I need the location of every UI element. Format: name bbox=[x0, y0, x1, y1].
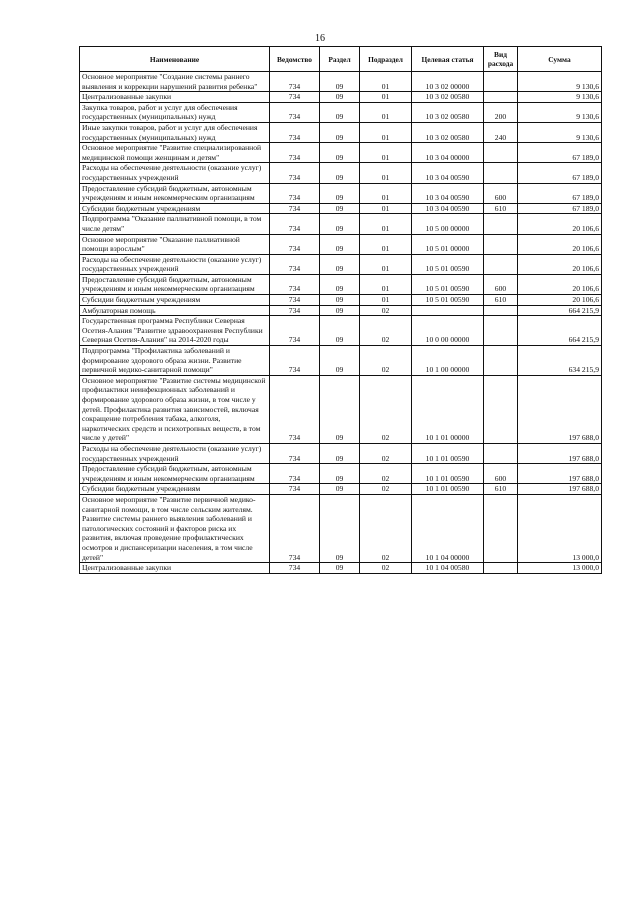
table-row bbox=[80, 305, 602, 316]
cell-razdel: 09 bbox=[320, 443, 360, 463]
table-row bbox=[80, 375, 602, 443]
cell-podrazdel: 02 bbox=[360, 494, 412, 562]
cell-podrazdel: 02 bbox=[360, 305, 412, 316]
cell-sum: 13 000,0 bbox=[518, 563, 602, 574]
cell-expense-type bbox=[484, 563, 518, 574]
cell-podrazdel: 01 bbox=[360, 163, 412, 183]
cell-target: 10 5 01 00590 bbox=[412, 254, 484, 274]
cell-target: 10 3 02 00000 bbox=[412, 72, 484, 92]
cell-sum: 13 000,0 bbox=[518, 494, 602, 562]
cell-podrazdel: 01 bbox=[360, 274, 412, 294]
table-row bbox=[80, 214, 602, 234]
header-expense-type: Вид расхода bbox=[484, 47, 518, 72]
table-row bbox=[80, 254, 602, 274]
cell-razdel: 09 bbox=[320, 214, 360, 234]
cell-podrazdel: 01 bbox=[360, 122, 412, 142]
cell-expense-type bbox=[484, 92, 518, 103]
header-vedomstvo: Ведомство bbox=[270, 47, 320, 72]
cell-razdel: 09 bbox=[320, 143, 360, 163]
cell-podrazdel: 01 bbox=[360, 72, 412, 92]
cell-vedomstvo: 734 bbox=[270, 316, 320, 346]
table-row bbox=[80, 203, 602, 214]
cell-razdel: 09 bbox=[320, 183, 360, 203]
cell-vedomstvo: 734 bbox=[270, 346, 320, 376]
cell-sum: 9 130,6 bbox=[518, 92, 602, 103]
cell-expense-type bbox=[484, 254, 518, 274]
cell-vedomstvo: 734 bbox=[270, 92, 320, 103]
cell-sum: 634 215,9 bbox=[518, 346, 602, 376]
cell-podrazdel: 02 bbox=[360, 375, 412, 443]
cell-vedomstvo: 734 bbox=[270, 234, 320, 254]
cell-name: Амбулаторная помощь bbox=[80, 305, 270, 316]
cell-podrazdel: 01 bbox=[360, 183, 412, 203]
table-header-row bbox=[80, 47, 602, 72]
cell-expense-type bbox=[484, 316, 518, 346]
cell-target: 10 3 04 00000 bbox=[412, 143, 484, 163]
cell-expense-type bbox=[484, 214, 518, 234]
cell-vedomstvo: 734 bbox=[270, 443, 320, 463]
cell-vedomstvo: 734 bbox=[270, 72, 320, 92]
header-sum: Сумма bbox=[518, 47, 602, 72]
cell-name: Подпрограмма "Оказание паллиативной помощи, в том числе детям" bbox=[80, 214, 270, 234]
cell-podrazdel: 02 bbox=[360, 464, 412, 484]
cell-target: 10 1 01 00590 bbox=[412, 443, 484, 463]
cell-expense-type: 610 bbox=[484, 295, 518, 306]
cell-razdel: 09 bbox=[320, 163, 360, 183]
cell-name: Основное мероприятие "Создание системы раннего выявления и коррекции нарушений развития ребенка" bbox=[80, 72, 270, 92]
table-row bbox=[80, 143, 602, 163]
cell-vedomstvo: 734 bbox=[270, 464, 320, 484]
cell-razdel: 09 bbox=[320, 203, 360, 214]
cell-podrazdel: 01 bbox=[360, 203, 412, 214]
cell-vedomstvo: 734 bbox=[270, 563, 320, 574]
cell-name: Предоставление субсидий бюджетным, автономным учреждениям и иным некоммерческим организациям bbox=[80, 183, 270, 203]
table-row bbox=[80, 443, 602, 463]
cell-target: 10 3 04 00590 bbox=[412, 183, 484, 203]
header-name: Наименование bbox=[80, 47, 270, 72]
cell-expense-type: 610 bbox=[484, 484, 518, 495]
cell-target: 10 1 04 00000 bbox=[412, 494, 484, 562]
cell-expense-type bbox=[484, 72, 518, 92]
header-podrazdel: Подраздел bbox=[360, 47, 412, 72]
cell-sum: 67 189,0 bbox=[518, 163, 602, 183]
cell-razdel: 09 bbox=[320, 92, 360, 103]
table-row bbox=[80, 122, 602, 142]
table-row bbox=[80, 274, 602, 294]
cell-podrazdel: 02 bbox=[360, 316, 412, 346]
cell-target: 10 1 01 00590 bbox=[412, 464, 484, 484]
cell-sum: 197 688,0 bbox=[518, 464, 602, 484]
table-row bbox=[80, 563, 602, 574]
cell-target: 10 1 01 00000 bbox=[412, 375, 484, 443]
cell-target: 10 3 02 00580 bbox=[412, 92, 484, 103]
cell-vedomstvo: 734 bbox=[270, 305, 320, 316]
cell-target: 10 0 00 00000 bbox=[412, 316, 484, 346]
cell-sum: 20 106,6 bbox=[518, 274, 602, 294]
cell-vedomstvo: 734 bbox=[270, 254, 320, 274]
cell-expense-type bbox=[484, 305, 518, 316]
cell-expense-type: 610 bbox=[484, 203, 518, 214]
cell-razdel: 09 bbox=[320, 234, 360, 254]
cell-name: Основное мероприятие "Развитие первичной медико-санитарной помощи, в том числе сельским жителям. Развитие системы раннего выявления заболеваний и патологических состояний и факторов риска их развития, включая проведение профилактических осмотров и диспансеризации населения, в том числе детей" bbox=[80, 494, 270, 562]
cell-vedomstvo: 734 bbox=[270, 122, 320, 142]
cell-target: 10 5 01 00000 bbox=[412, 234, 484, 254]
cell-name: Иные закупки товаров, работ и услуг для обеспечения государственных (муниципальных) нужд bbox=[80, 122, 270, 142]
cell-vedomstvo: 734 bbox=[270, 183, 320, 203]
cell-vedomstvo: 734 bbox=[270, 295, 320, 306]
cell-vedomstvo: 734 bbox=[270, 494, 320, 562]
cell-name: Предоставление субсидий бюджетным, автономным учреждениям и иным некоммерческим организациям bbox=[80, 274, 270, 294]
cell-target: 10 3 02 00580 bbox=[412, 122, 484, 142]
header-target: Целевая статья bbox=[412, 47, 484, 72]
cell-vedomstvo: 734 bbox=[270, 143, 320, 163]
cell-razdel: 09 bbox=[320, 346, 360, 376]
cell-razdel: 09 bbox=[320, 295, 360, 306]
cell-podrazdel: 01 bbox=[360, 92, 412, 103]
cell-vedomstvo: 734 bbox=[270, 163, 320, 183]
cell-razdel: 09 bbox=[320, 122, 360, 142]
budget-table bbox=[79, 46, 602, 574]
table-row bbox=[80, 102, 602, 122]
cell-sum: 67 189,0 bbox=[518, 183, 602, 203]
cell-name: Субсидии бюджетным учреждениям bbox=[80, 203, 270, 214]
cell-name: Расходы на обеспечение деятельности (оказание услуг) государственных учреждений bbox=[80, 163, 270, 183]
cell-name: Подпрограмма "Профилактика заболеваний и формирование здорового образа жизни. Развитие первичной медико-санитарной помощи" bbox=[80, 346, 270, 376]
table-row bbox=[80, 163, 602, 183]
cell-expense-type: 200 bbox=[484, 102, 518, 122]
cell-sum: 20 106,6 bbox=[518, 254, 602, 274]
table-body bbox=[80, 72, 602, 574]
cell-expense-type bbox=[484, 494, 518, 562]
table-row bbox=[80, 92, 602, 103]
cell-name: Государственная программа Республики Северная Осетия-Алания "Развитие здравоохранения Республики Северная Осетия-Алания" на 2014-2020 годы bbox=[80, 316, 270, 346]
cell-sum: 20 106,6 bbox=[518, 295, 602, 306]
cell-razdel: 09 bbox=[320, 305, 360, 316]
cell-podrazdel: 01 bbox=[360, 234, 412, 254]
cell-vedomstvo: 734 bbox=[270, 484, 320, 495]
cell-razdel: 09 bbox=[320, 375, 360, 443]
cell-podrazdel: 01 bbox=[360, 295, 412, 306]
cell-expense-type bbox=[484, 375, 518, 443]
table-row bbox=[80, 72, 602, 92]
cell-sum: 67 189,0 bbox=[518, 143, 602, 163]
cell-target: 10 3 04 00590 bbox=[412, 203, 484, 214]
cell-name: Централизованные закупки bbox=[80, 563, 270, 574]
cell-podrazdel: 02 bbox=[360, 563, 412, 574]
cell-expense-type: 240 bbox=[484, 122, 518, 142]
cell-target: 10 3 04 00590 bbox=[412, 163, 484, 183]
cell-vedomstvo: 734 bbox=[270, 102, 320, 122]
cell-vedomstvo: 734 bbox=[270, 274, 320, 294]
cell-sum: 20 106,6 bbox=[518, 214, 602, 234]
cell-name: Субсидии бюджетным учреждениям bbox=[80, 484, 270, 495]
table-row bbox=[80, 464, 602, 484]
cell-expense-type: 600 bbox=[484, 274, 518, 294]
cell-expense-type bbox=[484, 143, 518, 163]
cell-expense-type bbox=[484, 234, 518, 254]
page-number: 16 bbox=[315, 33, 325, 44]
cell-podrazdel: 01 bbox=[360, 102, 412, 122]
cell-razdel: 09 bbox=[320, 72, 360, 92]
cell-sum: 197 688,0 bbox=[518, 375, 602, 443]
cell-sum: 20 106,6 bbox=[518, 234, 602, 254]
cell-target: 10 1 04 00580 bbox=[412, 563, 484, 574]
cell-razdel: 09 bbox=[320, 494, 360, 562]
cell-sum: 9 130,6 bbox=[518, 122, 602, 142]
cell-name: Централизованные закупки bbox=[80, 92, 270, 103]
cell-sum: 9 130,6 bbox=[518, 72, 602, 92]
cell-expense-type bbox=[484, 443, 518, 463]
cell-expense-type bbox=[484, 163, 518, 183]
table-row bbox=[80, 234, 602, 254]
cell-name: Основное мероприятие "Развитие системы медицинской профилактики неинфекционных заболеваний и формирование здорового образа жизни, в том числе у детей. Профилактика развития зависимостей, включая сокращение потребления табака, алкоголя, наркотических средств и психотропных веществ, в том числе у детей" bbox=[80, 375, 270, 443]
cell-target: 10 1 00 00000 bbox=[412, 346, 484, 376]
cell-name: Закупка товаров, работ и услуг для обеспечения государственных (муниципальных) нужд bbox=[80, 102, 270, 122]
table-row bbox=[80, 494, 602, 562]
cell-target: 10 5 01 00590 bbox=[412, 274, 484, 294]
cell-name: Предоставление субсидий бюджетным, автономным учреждениям и иным некоммерческим организациям bbox=[80, 464, 270, 484]
cell-expense-type: 600 bbox=[484, 183, 518, 203]
cell-podrazdel: 01 bbox=[360, 143, 412, 163]
table-row bbox=[80, 183, 602, 203]
header-razdel: Раздел bbox=[320, 47, 360, 72]
cell-razdel: 09 bbox=[320, 563, 360, 574]
cell-podrazdel: 02 bbox=[360, 346, 412, 376]
cell-name: Субсидии бюджетным учреждениям bbox=[80, 295, 270, 306]
table-row bbox=[80, 484, 602, 495]
cell-sum: 197 688,0 bbox=[518, 484, 602, 495]
cell-expense-type bbox=[484, 346, 518, 376]
cell-vedomstvo: 734 bbox=[270, 203, 320, 214]
cell-sum: 9 130,6 bbox=[518, 102, 602, 122]
cell-podrazdel: 02 bbox=[360, 484, 412, 495]
cell-razdel: 09 bbox=[320, 274, 360, 294]
cell-target: 10 5 01 00590 bbox=[412, 295, 484, 306]
cell-target bbox=[412, 305, 484, 316]
cell-razdel: 09 bbox=[320, 316, 360, 346]
cell-razdel: 09 bbox=[320, 102, 360, 122]
cell-sum: 664 215,9 bbox=[518, 305, 602, 316]
table-row bbox=[80, 316, 602, 346]
cell-razdel: 09 bbox=[320, 484, 360, 495]
cell-vedomstvo: 734 bbox=[270, 375, 320, 443]
cell-sum: 197 688,0 bbox=[518, 443, 602, 463]
cell-razdel: 09 bbox=[320, 464, 360, 484]
cell-podrazdel: 01 bbox=[360, 214, 412, 234]
cell-name: Основное мероприятие "Оказание паллиативной помощи взрослым" bbox=[80, 234, 270, 254]
cell-target: 10 1 01 00590 bbox=[412, 484, 484, 495]
cell-razdel: 09 bbox=[320, 254, 360, 274]
cell-target: 10 5 00 00000 bbox=[412, 214, 484, 234]
table-row bbox=[80, 346, 602, 376]
cell-vedomstvo: 734 bbox=[270, 214, 320, 234]
cell-sum: 67 189,0 bbox=[518, 203, 602, 214]
cell-name: Расходы на обеспечение деятельности (оказание услуг) государственных учреждений bbox=[80, 443, 270, 463]
cell-name: Основное мероприятие "Развитие специализированной медицинской помощи женщинам и детям" bbox=[80, 143, 270, 163]
cell-sum: 664 215,9 bbox=[518, 316, 602, 346]
cell-target: 10 3 02 00580 bbox=[412, 102, 484, 122]
cell-podrazdel: 02 bbox=[360, 443, 412, 463]
cell-expense-type: 600 bbox=[484, 464, 518, 484]
table-row bbox=[80, 295, 602, 306]
cell-name: Расходы на обеспечение деятельности (оказание услуг) государственных учреждений bbox=[80, 254, 270, 274]
cell-podrazdel: 01 bbox=[360, 254, 412, 274]
